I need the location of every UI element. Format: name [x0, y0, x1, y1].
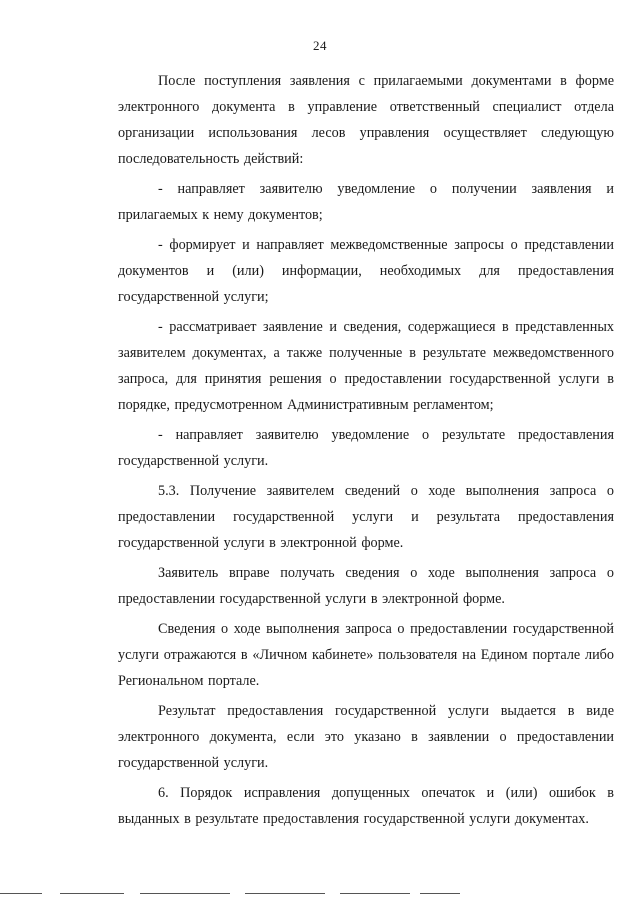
scan-edge-line: [0, 893, 640, 899]
paragraph-notify-receipt: - направляет заявителю уведомление о получении заявления и прилагаемых к нему документов;: [118, 181, 614, 223]
paragraph-intro: После поступления заявления с прилагаемыми документами в форме электронного документа в управление ответственный специалист отдела организации использования лесов управления осуществляет следующую последовательность действий:: [118, 73, 614, 167]
paragraph-section-5-3: 5.3. Получение заявителем сведений о ходе выполнения запроса о предоставлении государственной услуги и результата предоставления государственной услуги в электронной форме.: [118, 483, 614, 551]
document-body: [118, 68, 614, 836]
page-number: 24: [313, 38, 327, 53]
paragraph-interagency-requests: - формирует и направляет межведомственные запросы о представлении документов и (или) информации, необходимых для предоставления государственной услуги;: [118, 237, 614, 305]
paragraph-review-application: - рассматривает заявление и сведения, содержащиеся в представленных заявителем документах, а также полученные в результате межведомственного запроса, для принятия решения о предоставлении государственной услуги в порядке, предусмотренном Административным регламентом;: [118, 319, 614, 413]
paragraph-personal-cabinet: Сведения о ходе выполнения запроса о предоставлении государственной услуги отражаются в «Личном кабинете» пользователя на Едином портале либо Региональном портале.: [118, 621, 614, 689]
paragraph-applicant-right: Заявитель вправе получать сведения о ходе выполнения запроса о предоставлении государственной услуги в электронной форме.: [118, 565, 614, 607]
paragraph-section-6: 6. Порядок исправления допущенных опечаток и (или) ошибок в выданных в результате предоставления государственной услуги документах.: [118, 785, 614, 827]
paragraph-notify-result: - направляет заявителю уведомление о результате предоставления государственной услуги.: [118, 427, 614, 469]
paragraph-result-electronic: Результат предоставления государственной услуги выдается в виде электронного документа, если это указано в заявлении о предоставлении государственной услуги.: [118, 703, 614, 771]
